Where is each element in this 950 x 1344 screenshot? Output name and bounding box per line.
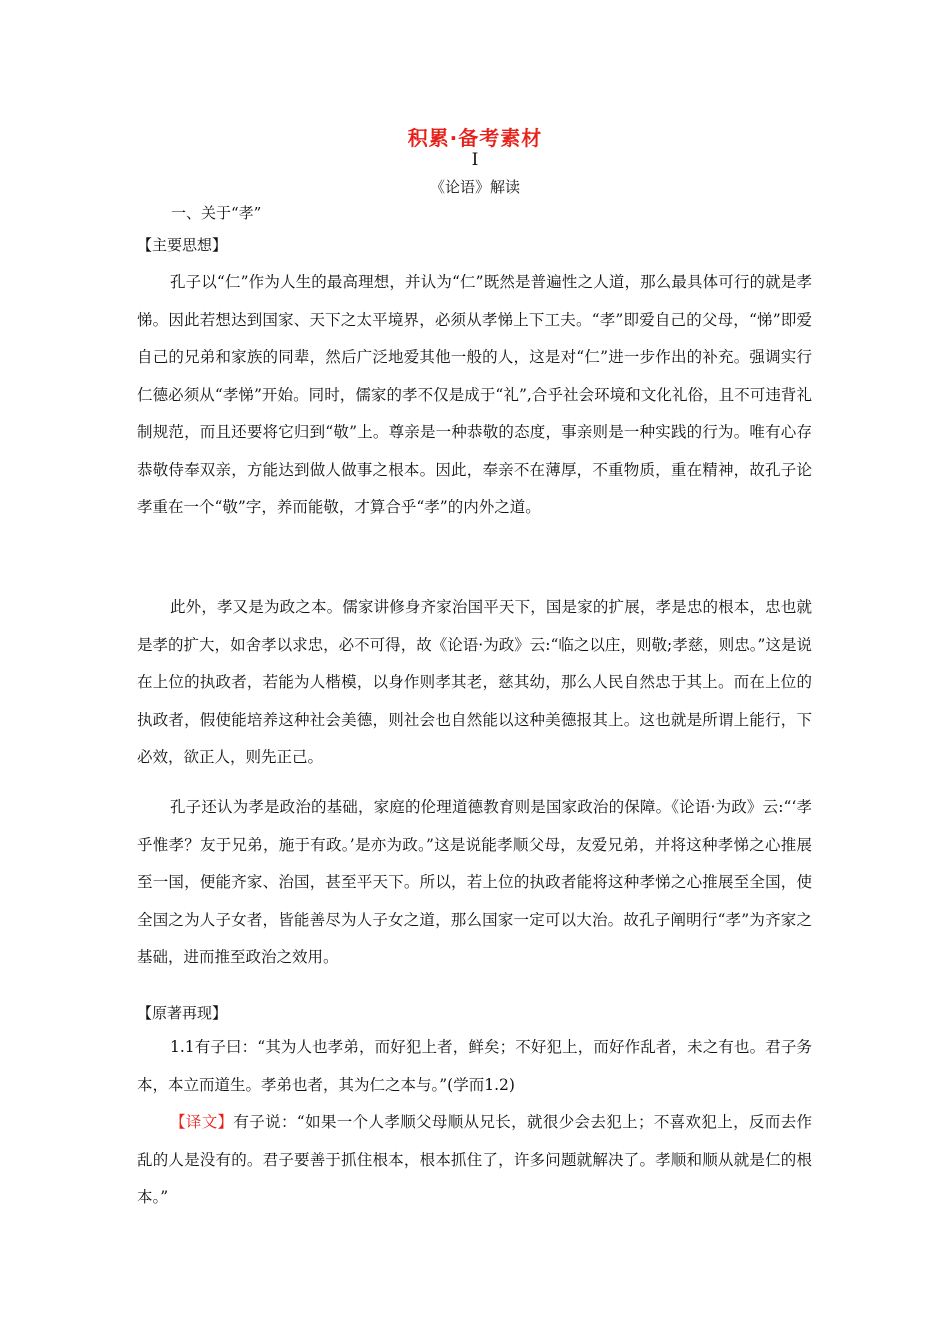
original-label: 【原著再现】 <box>137 1004 228 1022</box>
main-ideas-label: 【主要思想】 <box>137 236 228 254</box>
paragraph-1: 孔子以“仁”作为人生的最高理想，并认为“仁”既然是普遍性之人道，那么最具体可行的就是孝悌。因此若想达到国家、天下之太平境界，必须从孝悌上下工夫。“孝”即爱自己的父母，“悌”即爱自己的兄弟和家族的同辈，然后广泛地爱其他一般的人，这是对“仁”进一步作出的补充。强调实行仁德必须从“孝悌”开始。同时，儒家的孝不仅是成于“礼”,合乎社会环境和文化礼俗，且不可违背礼制规范，而且还要将它归到“敬”上。尊亲是一种恭敬的态度，事亲则是一种实践的行为。唯有心存恭敬侍奉双亲，方能达到做人做事之根本。因此，奉亲不在薄厚，不重物质，重在精神，故孔子论孝重在一个“敬”字，养而能敬，才算合乎“孝”的内外之道。 <box>137 273 812 516</box>
roman-numeral: Ⅰ <box>471 150 479 170</box>
translation-text: 有子说：“如果一个人孝顺父母顺从兄长，就很少会去犯上；不喜欢犯上，反而去作乱的人是没有的。君子要善于抓住根本，根本抓住了，许多问题就解决了。孝顺和顺从就是仁的根本。” <box>137 1113 812 1206</box>
document-title: 积累·备考素材 <box>407 126 543 150</box>
document-subtitle: 《论语》解读 <box>429 178 520 196</box>
translation-paragraph <box>137 1104 812 1217</box>
translation-label: 【译文】 <box>170 1113 234 1131</box>
section-heading: 一、关于“孝” <box>171 204 262 222</box>
original-text: 1.1有子曰：“其为人也孝弟，而好犯上者，鲜矣；不好犯上，而好作乱者，未之有也。君子务本，本立而道生。孝弟也者，其为仁之本与。”(学而1.2) <box>137 1038 812 1094</box>
paragraph-3: 孔子还认为孝是政治的基础，家庭的伦理道德教育则是国家政治的保障。《论语·为政》云:“‘孝乎惟孝？友于兄弟，施于有政。’是亦为政。”这是说能孝顺父母，友爱兄弟，并将这种孝悌之心推展至一国，便能齐家、治国，甚至平天下。所以，若上位的执政者能将这种孝悌之心推展至全国，使全国之为人子女者，皆能善尽为人子女之道，那么国家一定可以大治。故孔子阐明行“孝”为齐家之基础，进而推至政治之效用。 <box>137 798 812 966</box>
paragraph-2: 此外，孝又是为政之本。儒家讲修身齐家治国平天下，国是家的扩展，孝是忠的根本，忠也就是孝的扩大，如舍孝以求忠，必不可得，故《论语·为政》云:“临之以庄，则敬;孝慈，则忠。”这是说在上位的执政者，若能为人楷模，以身作则孝其老，慈其幼，那么人民自然忠于其上。而在上位的执政者，假使能培养这种社会美德，则社会也自然能以这种美德报其上。这也就是所谓上能行，下必效，欲正人，则先正己。 <box>137 598 812 766</box>
